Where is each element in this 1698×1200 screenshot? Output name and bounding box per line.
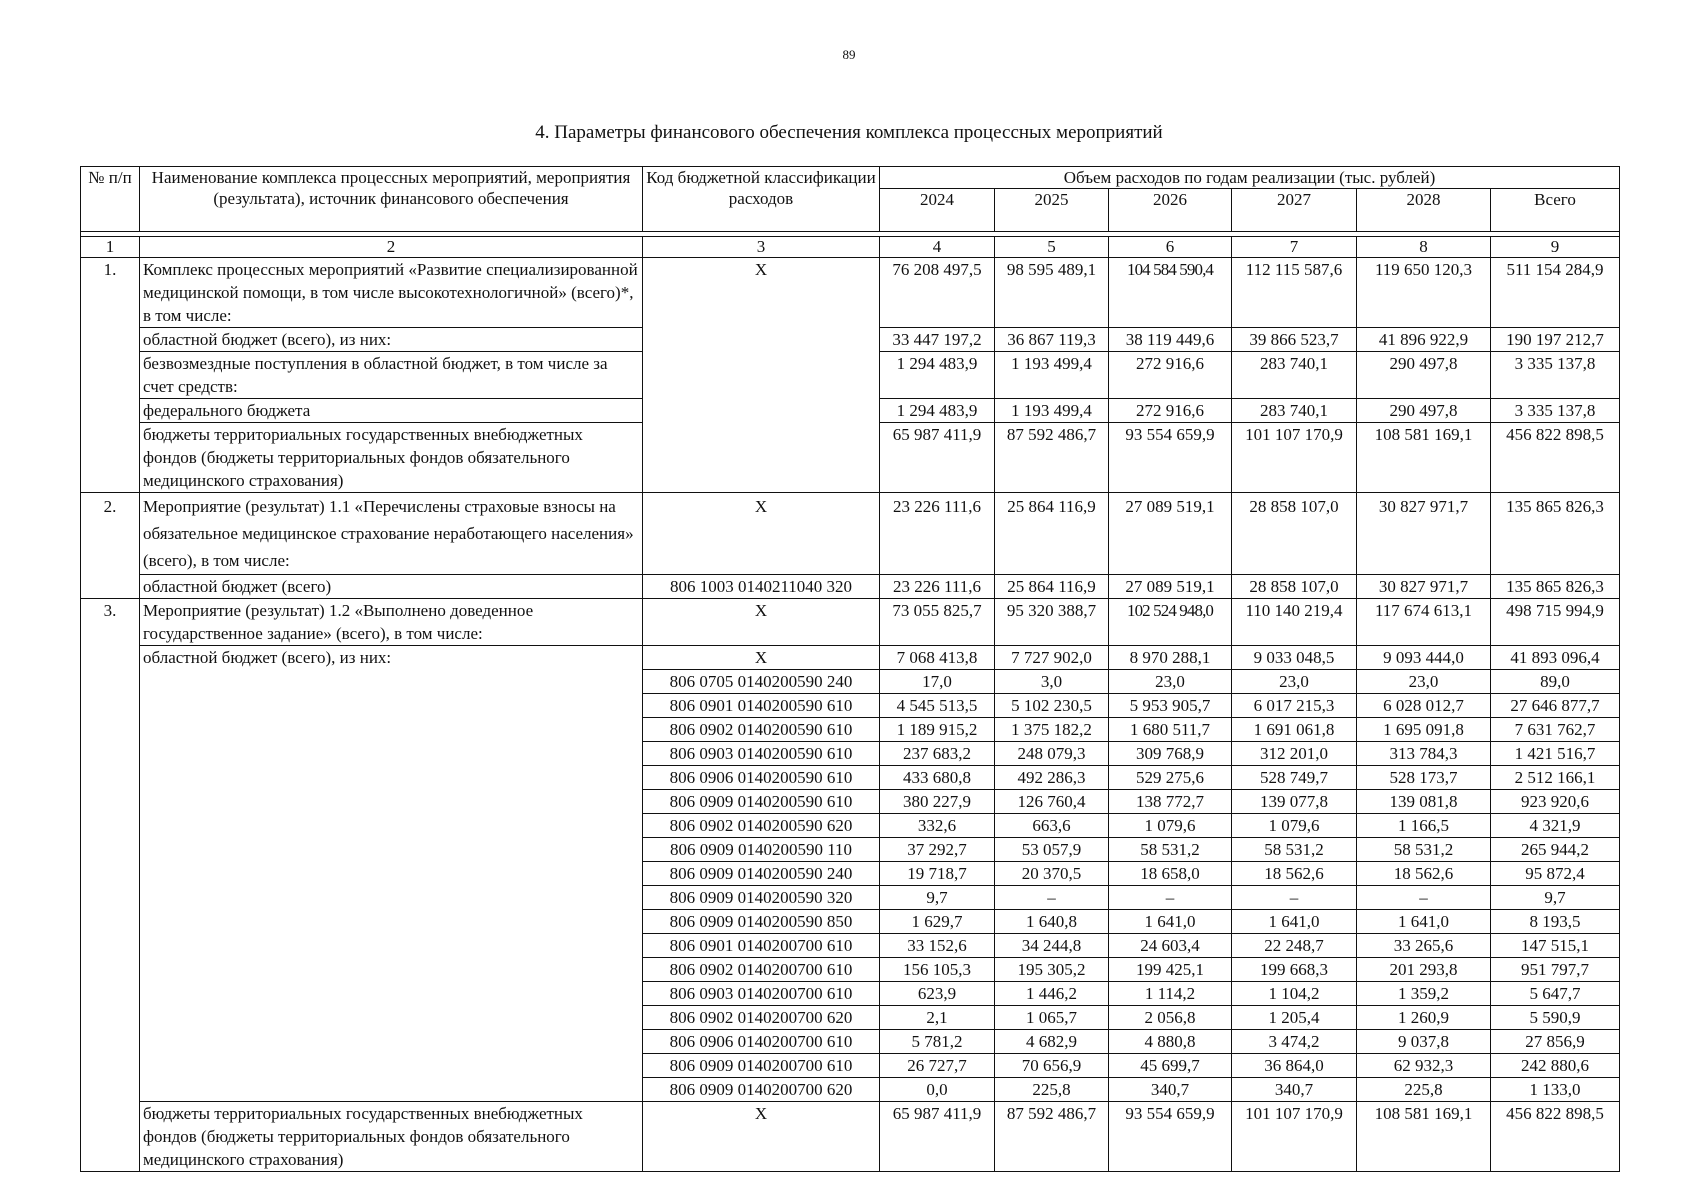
year-value-cell: 237 683,2 xyxy=(880,742,995,766)
year-value-cell: 23 226 111,6 xyxy=(880,575,995,599)
year-value-cell: 112 115 587,6 xyxy=(1232,258,1357,328)
row-name: федерального бюджета xyxy=(140,399,643,423)
budget-code: 806 0901 0140200700 610 xyxy=(643,934,880,958)
year-value-cell: 1 294 483,9 xyxy=(880,352,995,399)
year-value-cell: 1 446,2 xyxy=(995,982,1109,1006)
year-value-cell: 19 718,7 xyxy=(880,862,995,886)
total-cell: 951 797,7 xyxy=(1491,958,1620,982)
year-value-cell: 30 827 971,7 xyxy=(1357,575,1491,599)
year-value-cell: 1 166,5 xyxy=(1357,814,1491,838)
year-value-cell: 101 107 170,9 xyxy=(1232,1102,1357,1172)
year-value-cell: 62 932,3 xyxy=(1357,1054,1491,1078)
year-value-cell: 3 474,2 xyxy=(1232,1030,1357,1054)
header-col-name: Наименование комплекса процессных мероприятий, мероприятия (результата), источник финансового обеспечения xyxy=(140,167,643,232)
year-value-cell: 340,7 xyxy=(1232,1078,1357,1102)
total-cell: 498 715 994,9 xyxy=(1491,599,1620,646)
year-value-cell: 9 093 444,0 xyxy=(1357,646,1491,670)
year-value-cell: 312 201,0 xyxy=(1232,742,1357,766)
year-value-cell: 102 524 948,0 xyxy=(1109,599,1232,646)
year-value-cell: 95 320 388,7 xyxy=(995,599,1109,646)
year-value-cell: 38 119 449,6 xyxy=(1109,328,1232,352)
column-number: 5 xyxy=(995,237,1109,258)
year-value-cell: 18 658,0 xyxy=(1109,862,1232,886)
total-cell: 2 512 166,1 xyxy=(1491,766,1620,790)
year-value-cell: 76 208 497,5 xyxy=(880,258,995,328)
budget-code: 806 0906 0140200590 610 xyxy=(643,766,880,790)
header-year: 2025 xyxy=(995,189,1109,232)
year-value-cell: 23,0 xyxy=(1109,670,1232,694)
table-row xyxy=(81,575,1620,599)
year-value-cell: 58 531,2 xyxy=(1109,838,1232,862)
total-cell: 242 880,6 xyxy=(1491,1054,1620,1078)
year-value-cell: – xyxy=(995,886,1109,910)
year-value-cell: 7 727 902,0 xyxy=(995,646,1109,670)
year-value-cell: 9 037,8 xyxy=(1357,1030,1491,1054)
year-value-cell: 18 562,6 xyxy=(1232,862,1357,886)
table-row xyxy=(81,646,1620,670)
year-value-cell: 139 077,8 xyxy=(1232,790,1357,814)
year-value-cell: 1 695 091,8 xyxy=(1357,718,1491,742)
row-name: Комплекс процессных мероприятий «Развитие специализированной медицинской помощи, в том числе высокотехнологичной» (всего)*, в том числе: xyxy=(140,258,643,328)
page-title: 4. Параметры финансового обеспечения комплекса процессных мероприятий xyxy=(535,122,1163,143)
total-cell: 7 631 762,7 xyxy=(1491,718,1620,742)
year-value-cell: 4 545 513,5 xyxy=(880,694,995,718)
year-value-cell: 529 275,6 xyxy=(1109,766,1232,790)
budget-code: 806 0903 0140200700 610 xyxy=(643,982,880,1006)
year-value-cell: 623,9 xyxy=(880,982,995,1006)
budget-code: X xyxy=(643,258,880,493)
year-value-cell: 1 114,2 xyxy=(1109,982,1232,1006)
year-value-cell: 4 682,9 xyxy=(995,1030,1109,1054)
row-name: безвозмездные поступления в областной бюджет, в том числе за счет средств: xyxy=(140,352,643,399)
year-value-cell: 1 193 499,4 xyxy=(995,352,1109,399)
year-value-cell: 26 727,7 xyxy=(880,1054,995,1078)
year-value-cell: 39 866 523,7 xyxy=(1232,328,1357,352)
year-value-cell: 25 864 116,9 xyxy=(995,493,1109,575)
year-value-cell: 272 916,6 xyxy=(1109,352,1232,399)
header-year: 2026 xyxy=(1109,189,1232,232)
year-value-cell: 9,7 xyxy=(880,886,995,910)
budget-code: 806 0909 0140200590 850 xyxy=(643,910,880,934)
header-year: 2024 xyxy=(880,189,995,232)
header-col-code: Код бюджетной классификации расходов xyxy=(643,167,880,232)
budget-code: 806 0705 0140200590 240 xyxy=(643,670,880,694)
year-value-cell: 6 017 215,3 xyxy=(1232,694,1357,718)
budget-code: 806 0906 0140200700 610 xyxy=(643,1030,880,1054)
year-value-cell: 663,6 xyxy=(995,814,1109,838)
year-value-cell: 119 650 120,3 xyxy=(1357,258,1491,328)
year-value-cell: 1 189 915,2 xyxy=(880,718,995,742)
year-value-cell: – xyxy=(1109,886,1232,910)
year-value-cell: 73 055 825,7 xyxy=(880,599,995,646)
total-cell: 1 421 516,7 xyxy=(1491,742,1620,766)
row-name: Мероприятие (результат) 1.1 «Перечислены страховые взносы на обязательное медицинское страхование неработающего населения» (всего), в том числе: xyxy=(140,493,643,575)
year-value-cell: 8 970 288,1 xyxy=(1109,646,1232,670)
year-value-cell: 108 581 169,1 xyxy=(1357,423,1491,493)
budget-code: 806 0909 0140200700 620 xyxy=(643,1078,880,1102)
column-number: 4 xyxy=(880,237,995,258)
total-cell: 9,7 xyxy=(1491,886,1620,910)
year-value-cell: 195 305,2 xyxy=(995,958,1109,982)
total-cell: 511 154 284,9 xyxy=(1491,258,1620,328)
total-cell: 41 893 096,4 xyxy=(1491,646,1620,670)
year-value-cell: 45 699,7 xyxy=(1109,1054,1232,1078)
year-value-cell: 3,0 xyxy=(995,670,1109,694)
year-value-cell: 23 226 111,6 xyxy=(880,493,995,575)
header-total: Всего xyxy=(1491,189,1620,232)
year-value-cell: 33 447 197,2 xyxy=(880,328,995,352)
column-number: 2 xyxy=(140,237,643,258)
year-value-cell: 2 056,8 xyxy=(1109,1006,1232,1030)
budget-code: X xyxy=(643,646,880,670)
year-value-cell: 9 033 048,5 xyxy=(1232,646,1357,670)
year-value-cell: 1 359,2 xyxy=(1357,982,1491,1006)
row-name: Мероприятие (результат) 1.2 «Выполнено доведенное государственное задание» (всего), в том числе: xyxy=(140,599,643,646)
budget-code: 806 0901 0140200590 610 xyxy=(643,694,880,718)
total-cell: 3 335 137,8 xyxy=(1491,399,1620,423)
year-value-cell: 7 068 413,8 xyxy=(880,646,995,670)
year-value-cell: 309 768,9 xyxy=(1109,742,1232,766)
budget-code: 806 0902 0140200590 620 xyxy=(643,814,880,838)
page-number: 89 xyxy=(842,47,856,62)
total-cell: 8 193,5 xyxy=(1491,910,1620,934)
year-value-cell: 313 784,3 xyxy=(1357,742,1491,766)
year-value-cell: 248 079,3 xyxy=(995,742,1109,766)
year-value-cell: 58 531,2 xyxy=(1232,838,1357,862)
year-value-cell: 340,7 xyxy=(1109,1078,1232,1102)
year-value-cell: 380 227,9 xyxy=(880,790,995,814)
year-value-cell: 17,0 xyxy=(880,670,995,694)
row-name: областной бюджет (всего), из них: xyxy=(140,328,643,352)
year-value-cell: 283 740,1 xyxy=(1232,399,1357,423)
year-value-cell: 18 562,6 xyxy=(1357,862,1491,886)
year-value-cell: 65 987 411,9 xyxy=(880,1102,995,1172)
year-value-cell: 104 584 590,4 xyxy=(1109,258,1232,328)
total-cell: 456 822 898,5 xyxy=(1491,423,1620,493)
total-cell: 135 865 826,3 xyxy=(1491,575,1620,599)
year-value-cell: 28 858 107,0 xyxy=(1232,575,1357,599)
table-row xyxy=(81,599,1620,646)
column-number: 8 xyxy=(1357,237,1491,258)
row-number: 2. xyxy=(81,493,140,599)
total-cell: 923 920,6 xyxy=(1491,790,1620,814)
year-value-cell: 1 691 061,8 xyxy=(1232,718,1357,742)
budget-code: 806 1003 0140211040 320 xyxy=(643,575,880,599)
budget-code: 806 0909 0140200590 610 xyxy=(643,790,880,814)
year-value-cell: 53 057,9 xyxy=(995,838,1109,862)
total-cell: 3 335 137,8 xyxy=(1491,352,1620,399)
year-value-cell: 0,0 xyxy=(880,1078,995,1102)
year-value-cell: 22 248,7 xyxy=(1232,934,1357,958)
year-value-cell: 87 592 486,7 xyxy=(995,1102,1109,1172)
year-value-cell: 139 081,8 xyxy=(1357,790,1491,814)
year-value-cell: 1 104,2 xyxy=(1232,982,1357,1006)
year-value-cell: 5 102 230,5 xyxy=(995,694,1109,718)
year-value-cell: 28 858 107,0 xyxy=(1232,493,1357,575)
year-value-cell: 36 864,0 xyxy=(1232,1054,1357,1078)
column-number: 9 xyxy=(1491,237,1620,258)
year-value-cell: 20 370,5 xyxy=(995,862,1109,886)
total-cell: 1 133,0 xyxy=(1491,1078,1620,1102)
year-value-cell: 1 205,4 xyxy=(1232,1006,1357,1030)
budget-code: 806 0902 0140200590 610 xyxy=(643,718,880,742)
row-name: областной бюджет (всего), из них: xyxy=(140,646,643,1102)
year-value-cell: 23,0 xyxy=(1232,670,1357,694)
budget-code: 806 0909 0140200590 240 xyxy=(643,862,880,886)
budget-code: 806 0909 0140200700 610 xyxy=(643,1054,880,1078)
column-number: 1 xyxy=(81,237,140,258)
total-cell: 5 647,7 xyxy=(1491,982,1620,1006)
year-value-cell: 108 581 169,1 xyxy=(1357,1102,1491,1172)
budget-code: X xyxy=(643,1102,880,1172)
year-value-cell: 156 105,3 xyxy=(880,958,995,982)
budget-code: 806 0909 0140200590 320 xyxy=(643,886,880,910)
year-value-cell: 98 595 489,1 xyxy=(995,258,1109,328)
year-value-cell: 201 293,8 xyxy=(1357,958,1491,982)
header-col-volume: Объем расходов по годам реализации (тыс. рублей) xyxy=(880,167,1620,189)
budget-code: X xyxy=(643,493,880,575)
year-value-cell: 138 772,7 xyxy=(1109,790,1232,814)
year-value-cell: 27 089 519,1 xyxy=(1109,575,1232,599)
budget-code: 806 0903 0140200590 610 xyxy=(643,742,880,766)
year-value-cell: 199 425,1 xyxy=(1109,958,1232,982)
row-name: бюджеты территориальных государственных внебюджетных фондов (бюджеты территориальных фондов обязательного медицинского страхования) xyxy=(140,423,643,493)
year-value-cell: 25 864 116,9 xyxy=(995,575,1109,599)
year-value-cell: 5 953 905,7 xyxy=(1109,694,1232,718)
financing-table xyxy=(80,166,1620,1172)
year-value-cell: 93 554 659,9 xyxy=(1109,423,1232,493)
total-cell: 95 872,4 xyxy=(1491,862,1620,886)
row-number: 1. xyxy=(81,258,140,493)
total-cell: 27 646 877,7 xyxy=(1491,694,1620,718)
year-value-cell: 290 497,8 xyxy=(1357,399,1491,423)
total-cell: 4 321,9 xyxy=(1491,814,1620,838)
year-value-cell: – xyxy=(1357,886,1491,910)
year-value-cell: 199 668,3 xyxy=(1232,958,1357,982)
table-row xyxy=(81,1102,1620,1172)
budget-code: 806 0902 0140200700 610 xyxy=(643,958,880,982)
table-row xyxy=(81,258,1620,328)
year-value-cell: 27 089 519,1 xyxy=(1109,493,1232,575)
year-value-cell: 528 173,7 xyxy=(1357,766,1491,790)
year-value-cell: 1 079,6 xyxy=(1232,814,1357,838)
total-cell: 89,0 xyxy=(1491,670,1620,694)
year-value-cell: 33 152,6 xyxy=(880,934,995,958)
year-value-cell: 87 592 486,7 xyxy=(995,423,1109,493)
budget-code: X xyxy=(643,599,880,646)
year-value-cell: 6 028 012,7 xyxy=(1357,694,1491,718)
year-value-cell: 4 880,8 xyxy=(1109,1030,1232,1054)
year-value-cell: 24 603,4 xyxy=(1109,934,1232,958)
year-value-cell: 1 375 182,2 xyxy=(995,718,1109,742)
year-value-cell: 36 867 119,3 xyxy=(995,328,1109,352)
year-value-cell: 1 065,7 xyxy=(995,1006,1109,1030)
total-cell: 456 822 898,5 xyxy=(1491,1102,1620,1172)
year-value-cell: 528 749,7 xyxy=(1232,766,1357,790)
total-cell: 27 856,9 xyxy=(1491,1030,1620,1054)
year-value-cell: 65 987 411,9 xyxy=(880,423,995,493)
year-value-cell: 126 760,4 xyxy=(995,790,1109,814)
year-value-cell: 37 292,7 xyxy=(880,838,995,862)
column-number: 7 xyxy=(1232,237,1357,258)
year-value-cell: 1 641,0 xyxy=(1232,910,1357,934)
year-value-cell: 1 680 511,7 xyxy=(1109,718,1232,742)
header-year: 2028 xyxy=(1357,189,1491,232)
year-value-cell: 93 554 659,9 xyxy=(1109,1102,1232,1172)
column-number: 6 xyxy=(1109,237,1232,258)
year-value-cell: 1 294 483,9 xyxy=(880,399,995,423)
budget-code: 806 0902 0140200700 620 xyxy=(643,1006,880,1030)
year-value-cell: 30 827 971,7 xyxy=(1357,493,1491,575)
year-value-cell: 225,8 xyxy=(1357,1078,1491,1102)
table-row xyxy=(81,493,1620,575)
year-value-cell: 117 674 613,1 xyxy=(1357,599,1491,646)
total-cell: 135 865 826,3 xyxy=(1491,493,1620,575)
total-cell: 5 590,9 xyxy=(1491,1006,1620,1030)
year-value-cell: 225,8 xyxy=(995,1078,1109,1102)
year-value-cell: 23,0 xyxy=(1357,670,1491,694)
year-value-cell: – xyxy=(1232,886,1357,910)
total-cell: 147 515,1 xyxy=(1491,934,1620,958)
year-value-cell: 110 140 219,4 xyxy=(1232,599,1357,646)
column-number: 3 xyxy=(643,237,880,258)
year-value-cell: 332,6 xyxy=(880,814,995,838)
year-value-cell: 1 641,0 xyxy=(1357,910,1491,934)
year-value-cell: 1 193 499,4 xyxy=(995,399,1109,423)
row-number: 3. xyxy=(81,599,140,1172)
year-value-cell: 492 286,3 xyxy=(995,766,1109,790)
year-value-cell: 33 265,6 xyxy=(1357,934,1491,958)
year-value-cell: 70 656,9 xyxy=(995,1054,1109,1078)
total-cell: 190 197 212,7 xyxy=(1491,328,1620,352)
row-name: областной бюджет (всего) xyxy=(140,575,643,599)
year-value-cell: 283 740,1 xyxy=(1232,352,1357,399)
header-year: 2027 xyxy=(1232,189,1357,232)
row-name: бюджеты территориальных государственных внебюджетных фондов (бюджеты территориальных фондов обязательного медицинского страхования) xyxy=(140,1102,643,1172)
budget-code: 806 0909 0140200590 110 xyxy=(643,838,880,862)
year-value-cell: 1 629,7 xyxy=(880,910,995,934)
total-cell: 265 944,2 xyxy=(1491,838,1620,862)
year-value-cell: 101 107 170,9 xyxy=(1232,423,1357,493)
year-value-cell: 1 079,6 xyxy=(1109,814,1232,838)
year-value-cell: 1 640,8 xyxy=(995,910,1109,934)
year-value-cell: 290 497,8 xyxy=(1357,352,1491,399)
year-value-cell: 2,1 xyxy=(880,1006,995,1030)
year-value-cell: 1 641,0 xyxy=(1109,910,1232,934)
year-value-cell: 5 781,2 xyxy=(880,1030,995,1054)
year-value-cell: 41 896 922,9 xyxy=(1357,328,1491,352)
year-value-cell: 272 916,6 xyxy=(1109,399,1232,423)
year-value-cell: 34 244,8 xyxy=(995,934,1109,958)
year-value-cell: 58 531,2 xyxy=(1357,838,1491,862)
year-value-cell: 1 260,9 xyxy=(1357,1006,1491,1030)
year-value-cell: 433 680,8 xyxy=(880,766,995,790)
header-col-num: № п/п xyxy=(81,167,140,232)
